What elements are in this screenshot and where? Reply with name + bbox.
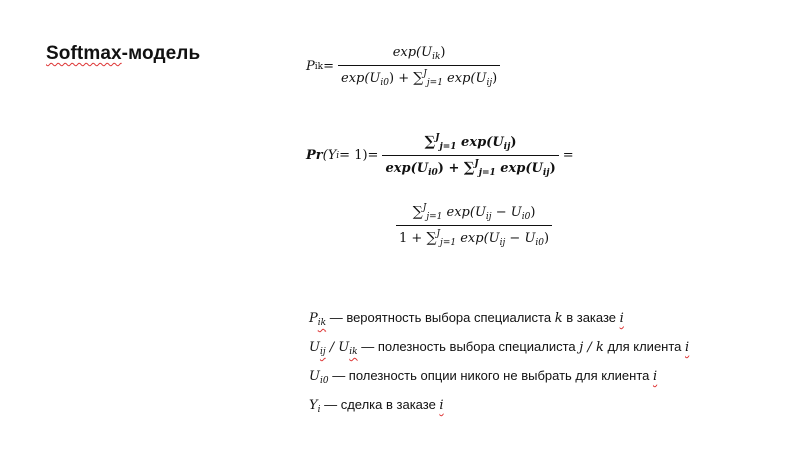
legend-line-uij-uik: $U_{ij} / U_{ik}$ — полезность выбора специалиста j / k для клиента i	[309, 339, 690, 357]
formula-pr-yi-fraction: $\frac{\sum^J_{j=1} \exp(U_{ij})}{\exp(U_{i0}) + \sum^J_{j=1} \exp(U_{ij})}$	[382, 133, 558, 178]
legend-line-pik: $P_{ik}$ — вероятность выбора специалиста k в заказе i	[309, 310, 624, 328]
formula-softmax-expanded	[392, 203, 556, 248]
legend-line-ui0: $U_{i0}$ — полезность опции никого не выбрать для клиента i	[309, 368, 658, 386]
variable-legend	[309, 306, 689, 422]
formula-pik-fraction: $\frac{\exp(U_{ik})}{\exp(U_{i0}) + \sum^J_{j=1} \exp(U_{ij})}$	[338, 45, 500, 88]
formula-pr-yi: Pr (Y i = 1) = $\frac{\sum^J_{j=1} \exp(U_{ij})}{\exp(U_{i0}) + \sum^J_{j=1} \exp(U_{ij})}$ =	[306, 133, 574, 178]
formula-expanded-fraction: $\frac{\sum^J_{j=1} \exp(U_{ij} - U_{i0})}{1 + \sum^J_{j=1} \exp(U_{ij} - U_{i0})}$	[396, 203, 552, 248]
title-word-model: -модель	[121, 43, 201, 64]
title-word-softmax: Softmax	[46, 43, 122, 64]
slide-title	[46, 43, 200, 65]
legend-line-yi: $Y_i$ — сделка в заказе i	[309, 397, 444, 415]
formula-pik: P ik = $\frac{\exp(U_{ik})}{\exp(U_{i0}) + \sum^J_{j=1} \exp(U_{ij})}$	[306, 45, 504, 88]
